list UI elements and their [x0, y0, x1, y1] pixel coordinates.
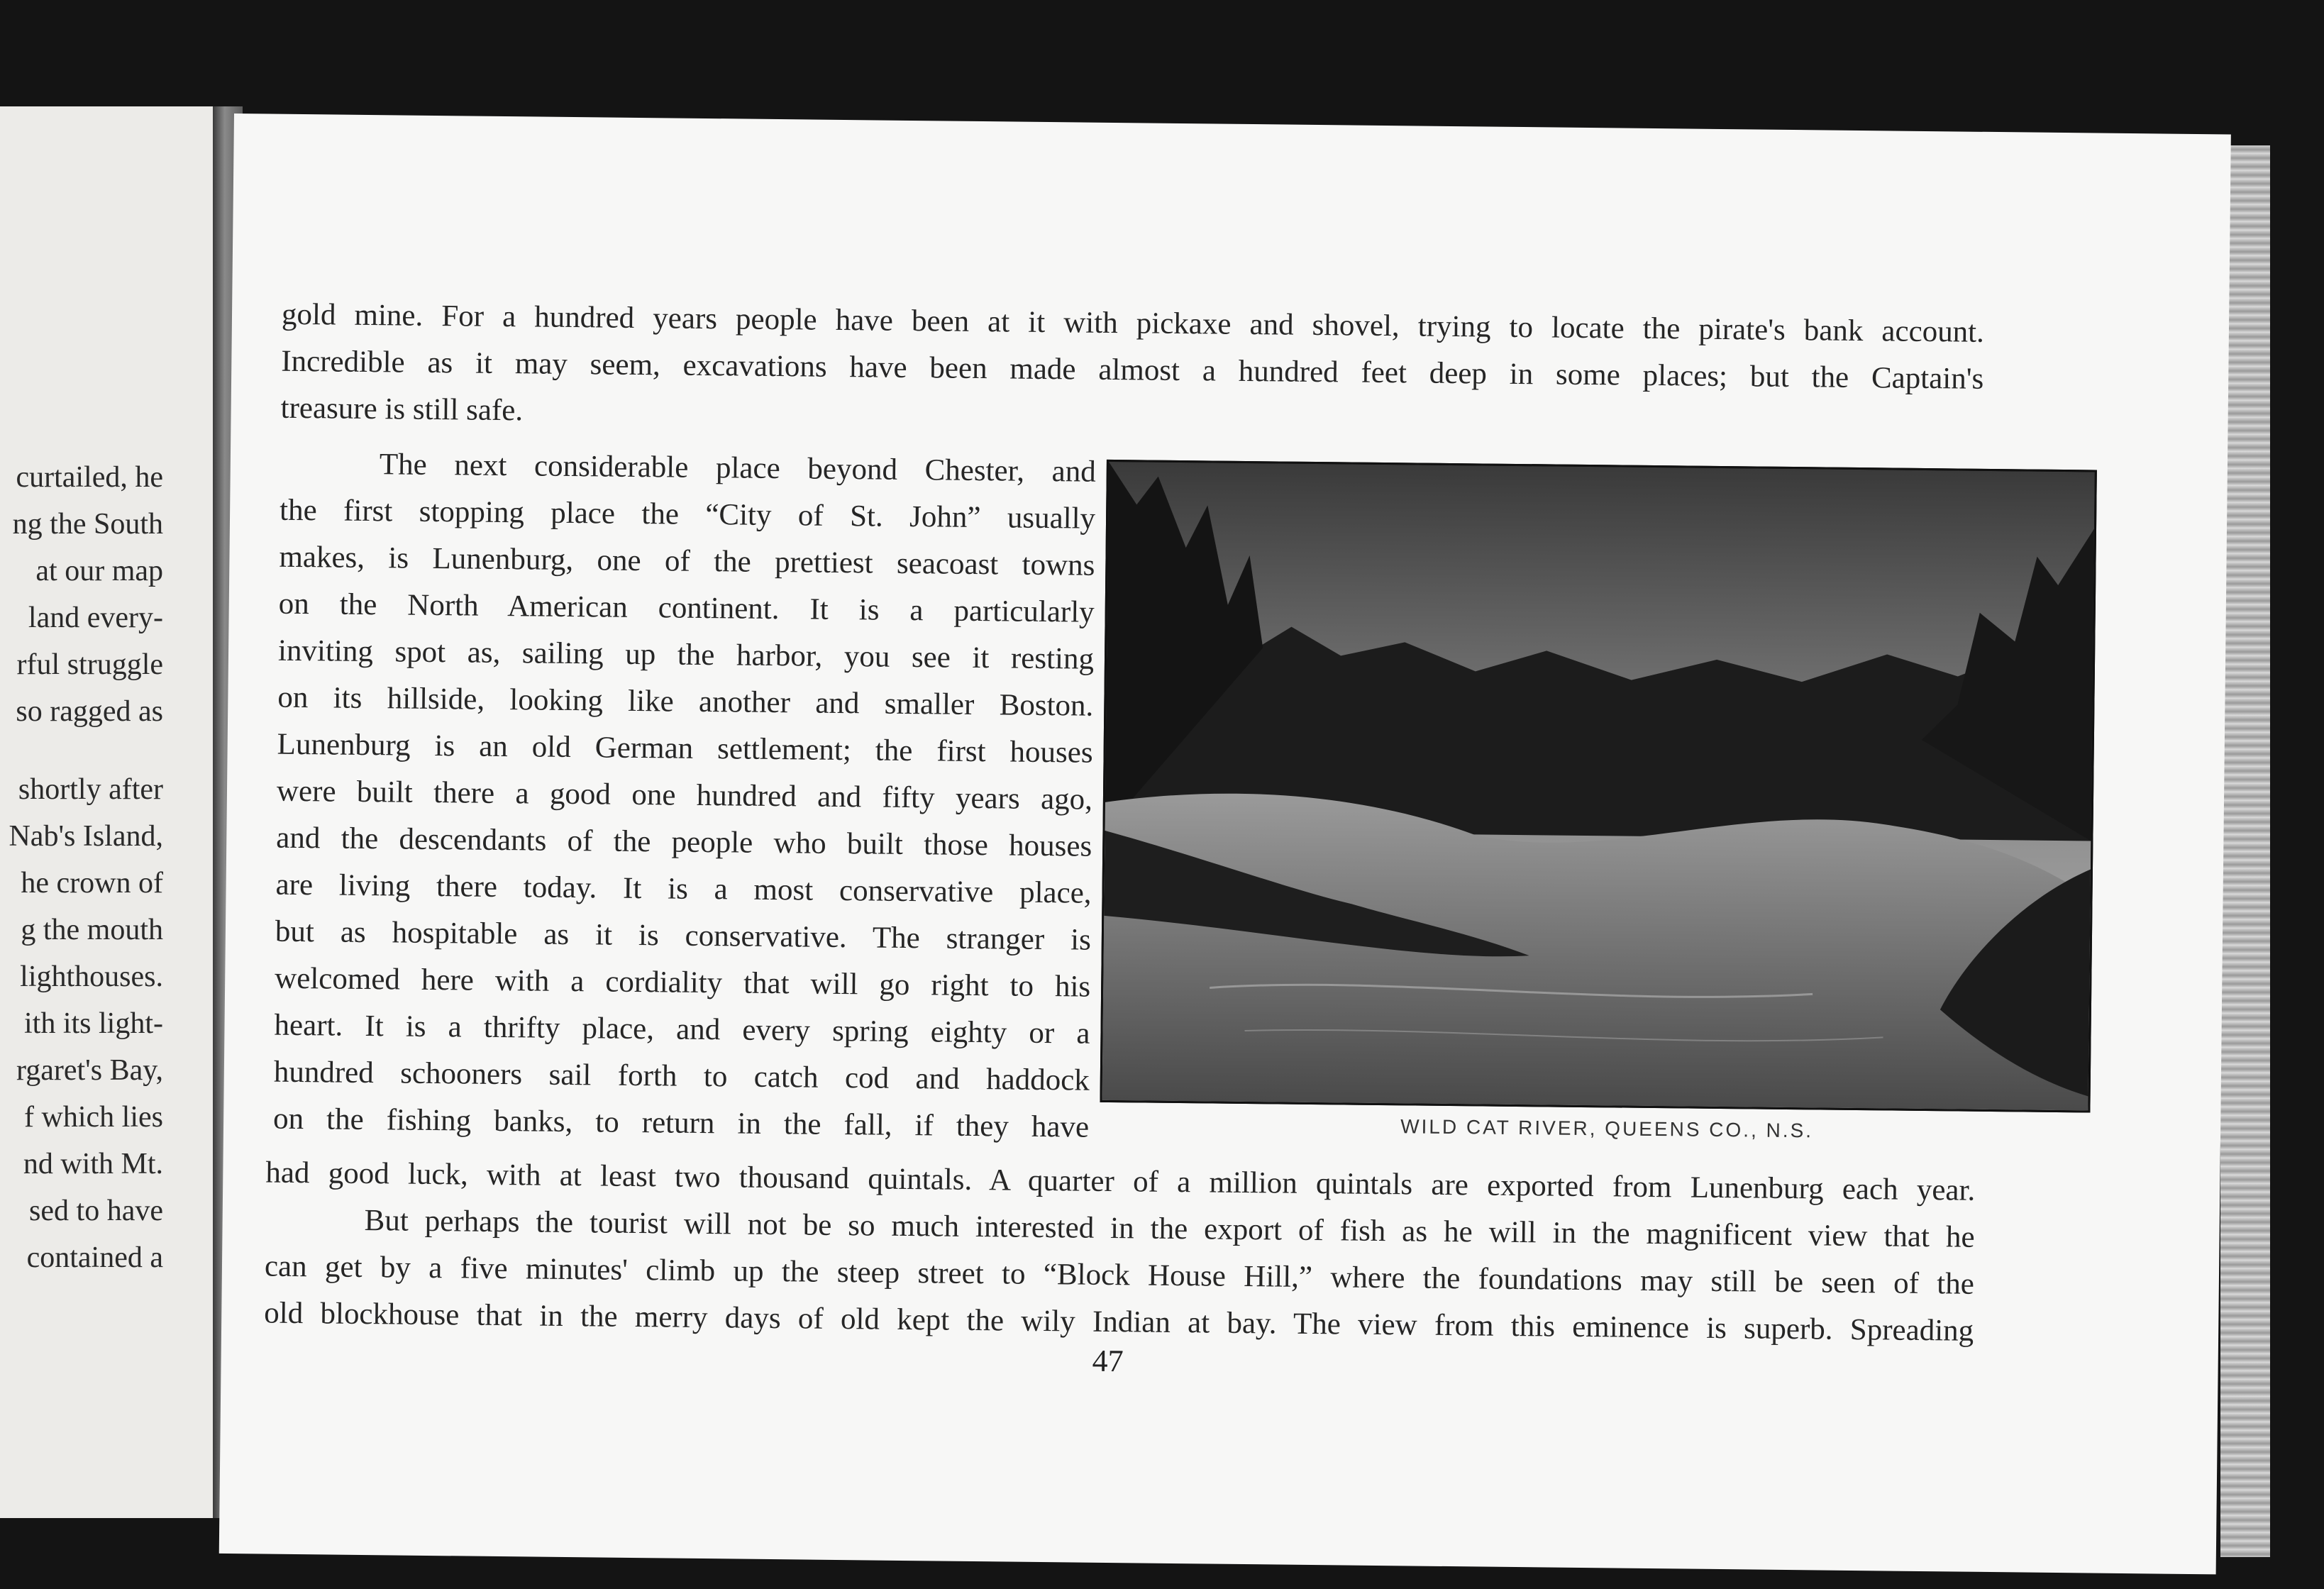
text-line: inviting spot as, sailing up the harbor, you see it resting	[277, 633, 1095, 676]
left-page-line: ng the South	[12, 508, 163, 541]
text-line: treasure is still safe.	[280, 391, 524, 428]
left-page-line: f which lies	[24, 1101, 163, 1134]
left-page-line: curtailed, he	[16, 461, 163, 494]
left-page-line: Nab's Island,	[9, 820, 163, 853]
left-page-line: nd with Mt.	[23, 1148, 163, 1180]
left-page-line: lighthouses.	[20, 960, 163, 993]
left-page-line: land every-	[28, 602, 163, 634]
text-line: Incredible as it may seem, excavations have been made almost a hundred feet deep in some places; but the Captain's	[281, 344, 1984, 396]
river-photo-image	[1102, 462, 2095, 1111]
text-line: had good luck, with at least two thousand quintals. A quarter of a million quintals are exported from Lunenburg each year.	[265, 1156, 1976, 1207]
text-line: welcomed here with a cordiality that will go right to his	[274, 961, 1091, 1004]
text-line: but as hospitable as it is conservative. The stranger is	[275, 914, 1092, 957]
text-line: The next considerable place beyond Chester, and	[379, 448, 1097, 489]
text-line: on the fishing banks, to return in the fall, if they have	[272, 1102, 1090, 1144]
text-line: are living there today. It is a most conservative place,	[275, 868, 1092, 910]
text-line: the first stopping place the “City of St. John” usually	[279, 493, 1096, 536]
text-line: gold mine. For a hundred years people have been at it with pickaxe and shovel, trying to locate the pirate's bank account.	[281, 297, 1985, 349]
left-page-line: shortly after	[18, 773, 163, 806]
left-page-line: at our map	[35, 555, 163, 587]
left-page-line: he crown of	[21, 867, 163, 899]
text-line: on the North American continent. It is a particularly	[278, 587, 1095, 629]
text-line: Lunenburg is an old German settlement; the first houses	[277, 727, 1093, 770]
river-photograph	[1100, 460, 2096, 1113]
text-line: and the descendants of the people who built those houses	[276, 821, 1092, 863]
text-line: on its hillside, looking like another and smaller Boston.	[277, 680, 1094, 723]
left-page-line: sed to have	[29, 1195, 163, 1227]
lunenburg-paragraph	[273, 441, 1096, 1151]
text-line: can get by a five minutes' climb up the steep street to “Block House Hill,” where the foundations may still be seen of the	[264, 1249, 1975, 1301]
page-number: 47	[1092, 1343, 1124, 1379]
left-page-line: rgaret's Bay,	[16, 1054, 163, 1087]
text-line: were built there a good one hundred and fifty years ago,	[276, 774, 1093, 816]
text-line: old blockhouse that in the merry days of old kept the wily Indian at bay. The view from this eminence is superb. Spreading	[264, 1296, 1974, 1348]
text-line: makes, is Lunenburg, one of the prettiest seacoast towns	[279, 540, 1095, 582]
text-line: But perhaps the tourist will not be so much interested in the export of fish as he will in the magnificent view that he	[364, 1204, 1975, 1254]
right-page	[219, 114, 2231, 1574]
left-page-line: ith its light-	[23, 1007, 163, 1040]
top-paragraph	[280, 292, 1984, 450]
text-line: heart. It is a thrifty place, and every spring eighty or a	[274, 1008, 1090, 1051]
left-page-line: contained a	[26, 1241, 163, 1274]
text-line: hundred schooners sail forth to catch cod and haddock	[273, 1055, 1090, 1097]
photo-caption: WILD CAT RIVER, QUEENS CO., N.S.	[1400, 1115, 1814, 1142]
left-page-line: rful struggle	[16, 648, 163, 681]
left-page	[0, 106, 213, 1518]
closing-paragraph	[264, 1150, 1976, 1355]
left-page-line: g the mouth	[21, 914, 163, 946]
left-page-line: so ragged as	[16, 695, 163, 728]
